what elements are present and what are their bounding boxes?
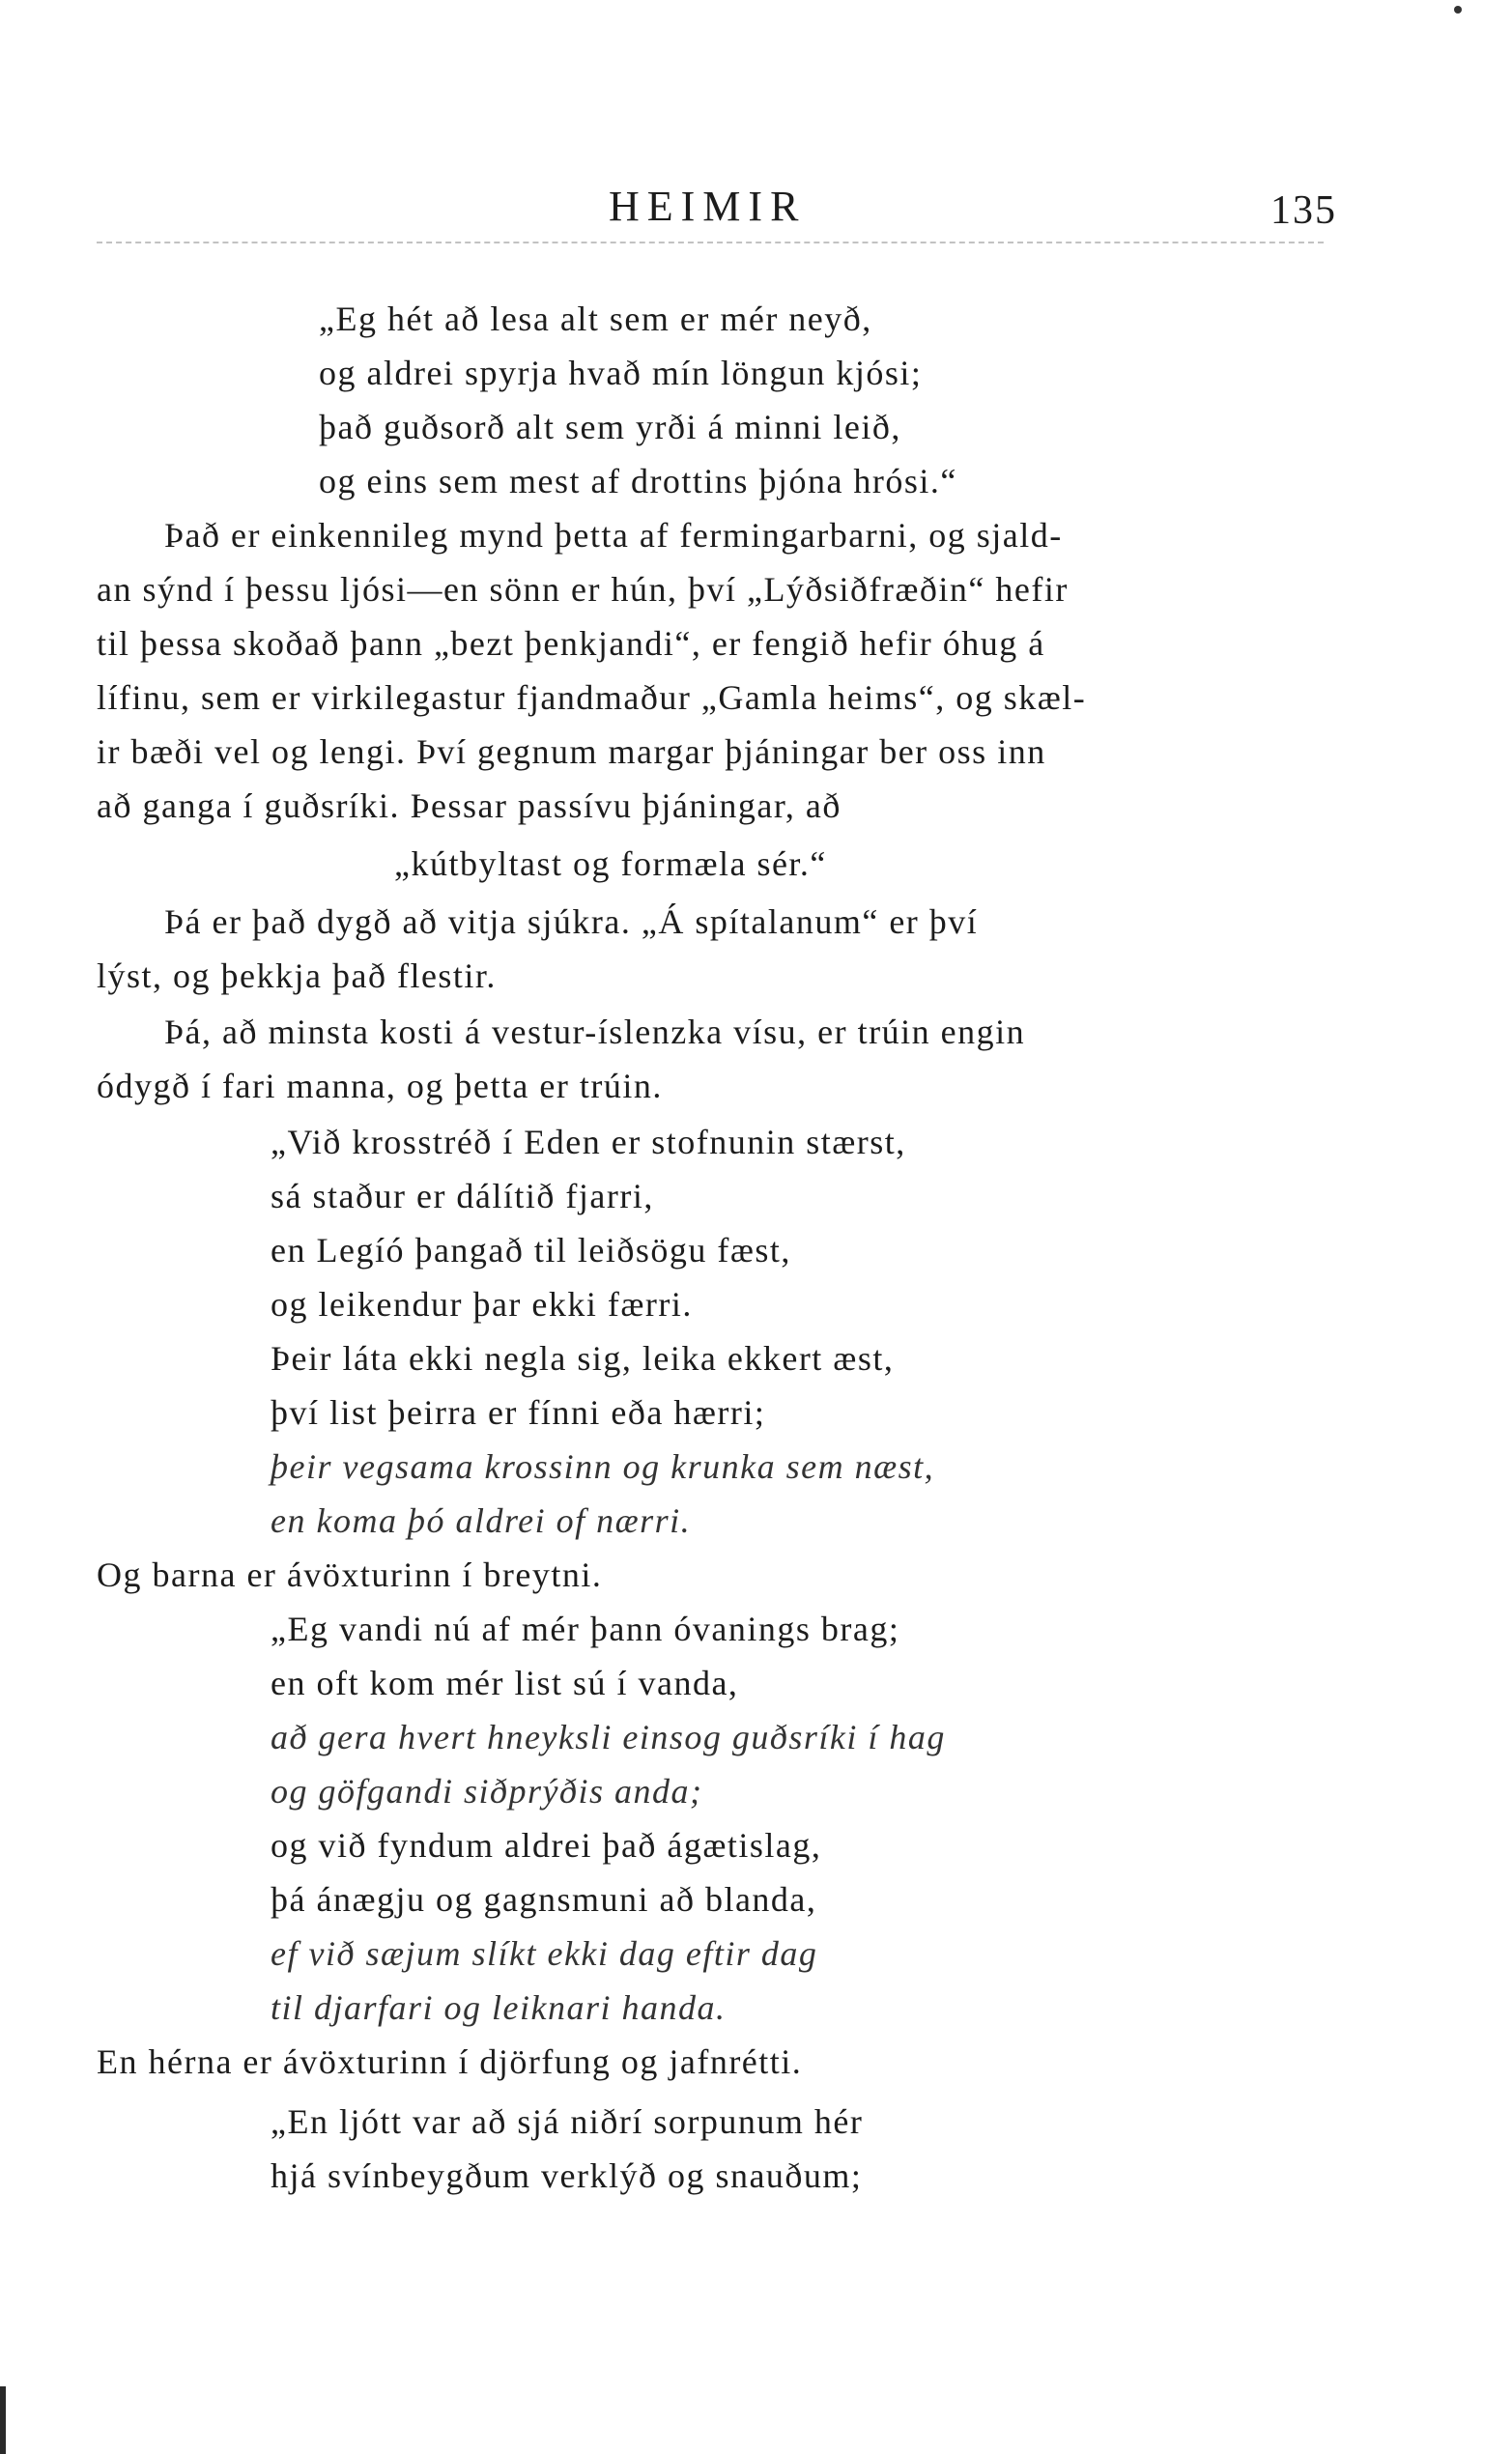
verse-line: en oft kom mér list sú í vanda, — [271, 1664, 739, 1702]
verse-line: og leikendur þar ekki færri. — [271, 1285, 693, 1324]
verse-line: sá staður er dálítið fjarri, — [271, 1177, 654, 1215]
prose-line: Þá er það dygð að vitja sjúkra. „Á spítalanum“ er því — [164, 902, 979, 941]
verse-line: „Við krosstréð í Eden er stofnunin stærst, — [271, 1123, 906, 1161]
prose-line: til þessa skoðað þann „bezt þenkjandi“, er fengið hefir óhug á — [97, 624, 1045, 663]
verse-line: en Legíó þangað til leiðsögu fæst, — [271, 1231, 791, 1270]
prose-line: lífinu, sem er virkilegastur fjandmaður „Gamla heims“, og skæl- — [97, 678, 1087, 717]
verse-line: en koma þó aldrei of nærri. — [271, 1501, 692, 1540]
prose-line: Og barna er ávöxturinn í breytni. — [97, 1555, 603, 1594]
quote-line: „kútbyltast og formæla sér.“ — [394, 844, 827, 883]
verse-line: það guðsorð alt sem yrði á minni leið, — [319, 408, 901, 446]
prose-line: að ganga í guðsríki. Þessar passívu þjáningar, að — [97, 786, 842, 825]
prose-line: ir bæði vel og lengi. Því gegnum margar þjáningar ber oss inn — [97, 732, 1046, 771]
prose-line: En hérna er ávöxturinn í djörfung og jafnrétti. — [97, 2042, 803, 2081]
verse-line: að gera hvert hneyksli einsog guðsríki í hag — [271, 1718, 946, 1756]
prose-line: Þá, að minsta kosti á vestur-íslenzka vísu, er trúin engin — [164, 1013, 1026, 1051]
verse-line: þá ánægju og gagnsmuni að blanda, — [271, 1880, 817, 1919]
prose-line: Það er einkennileg mynd þetta af fermingarbarni, og sjald- — [164, 516, 1063, 555]
verse-line: því list þeirra er fínni eða hærri; — [271, 1393, 766, 1432]
verse-line: ef við sæjum slíkt ekki dag eftir dag — [271, 1934, 818, 1973]
page-header — [0, 182, 1512, 240]
verse-line: og aldrei spyrja hvað mín löngun kjósi; — [319, 354, 923, 392]
scan-edge-mark — [0, 2386, 6, 2454]
verse-line: og göfgandi siðprýðis anda; — [271, 1772, 703, 1811]
ink-speck — [1454, 6, 1462, 14]
prose-line: lýst, og þekkja það flestir. — [97, 956, 497, 995]
running-title: HEIMIR — [609, 183, 807, 230]
verse-line: þeir vegsama krossinn og krunka sem næst, — [271, 1447, 935, 1486]
verse-line: Þeir láta ekki negla sig, leika ekkert æst, — [271, 1339, 895, 1378]
verse-line: og eins sem mest af drottins þjóna hrósi.“ — [319, 462, 957, 500]
verse-line: „Eg vandi nú af mér þann óvanings brag; — [271, 1610, 900, 1648]
verse-line: „Eg hét að lesa alt sem er mér neyð, — [319, 300, 872, 338]
header-divider — [97, 242, 1324, 243]
prose-line: an sýnd í þessu ljósi—en sönn er hún, því „Lýðsiðfræðin“ hefir — [97, 570, 1069, 609]
verse-line: „En ljótt var að sjá niðrí sorpunum hér — [271, 2102, 864, 2141]
prose-line: ódygð í fari manna, og þetta er trúin. — [97, 1067, 663, 1105]
verse-line: til djarfari og leiknari handa. — [271, 1988, 727, 2027]
verse-line: hjá svínbeygðum verklýð og snauðum; — [271, 2156, 863, 2195]
page-number: 135 — [1270, 188, 1337, 233]
verse-line: og við fyndum aldrei það ágætislag, — [271, 1826, 822, 1865]
